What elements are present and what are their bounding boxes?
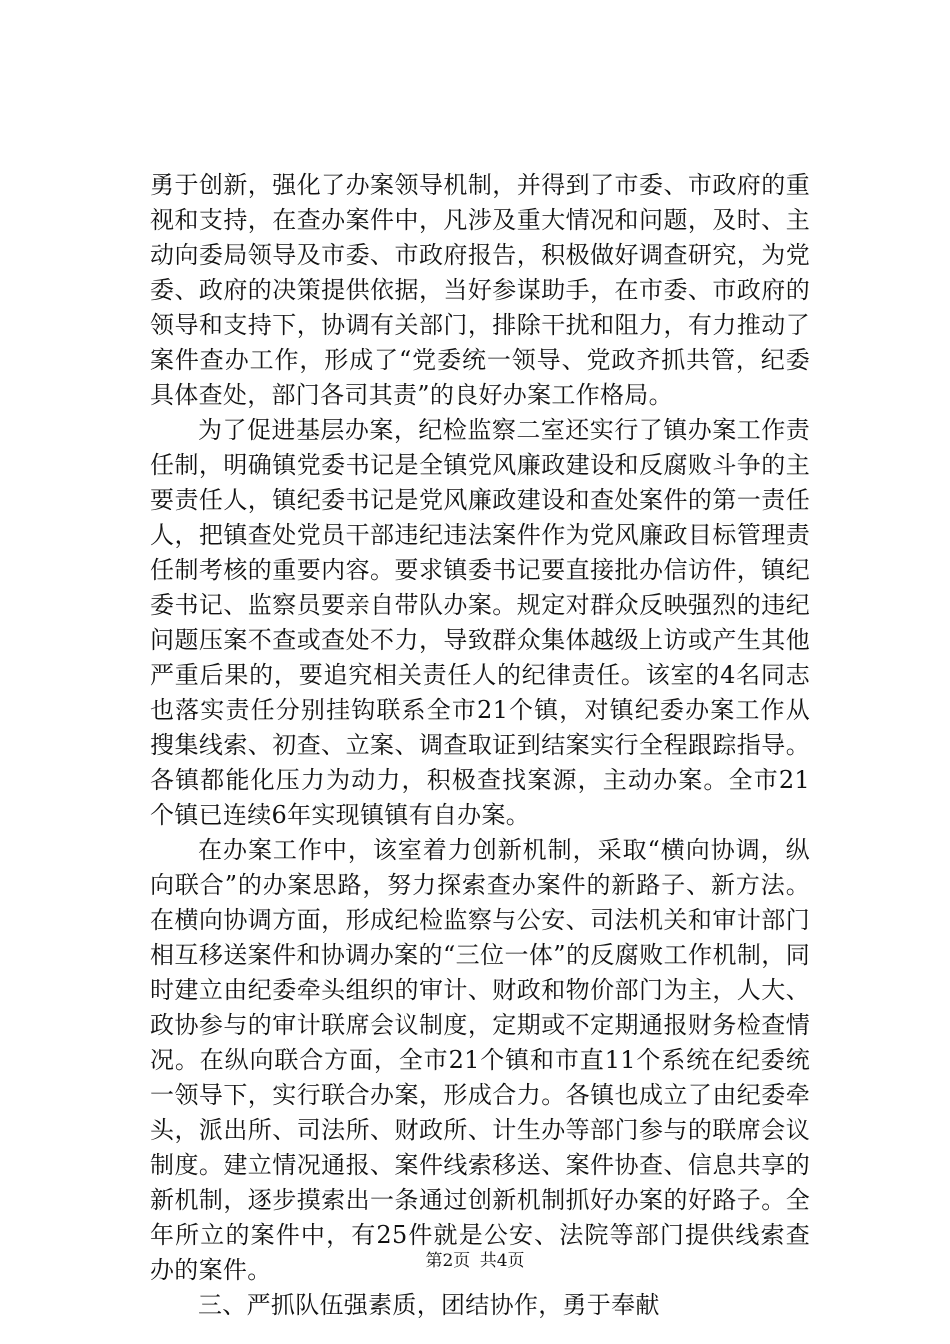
page-number-current: 第2页 [425,1251,471,1271]
page-footer [0,1250,950,1272]
paragraph-3: 在办案工作中，该室着力创新机制，采取“横向协调，纵向联合”的办案思路，努力探索查办案件的新路子、新方法。在横向协调方面，形成纪检监察与公安、司法机关和审计部门相互移送案件和协调办案的“三位一体”的反腐败工作机制，同时建立由纪委牵头组织的审计、财政和物价部门为主，人大、政协参与的审计联席会议制度，定期或不定期通报财务检查情况。在纵向联合方面，全市21个镇和市直11个系统在纪委统一领导下，实行联合办案，形成合力。各镇也成立了由纪委牵头，派出所、司法所、财政所、计生办等部门参与的联席会议制度。建立情况通报、案件线索移送、案件协查、信息共享的新机制，逐步摸索出一条通过创新机制抓好办案的好路子。全年所立的案件中，有25件就是公安、法院等部门提供线索查办的案件。 [150,836,810,1284]
section-heading: 三、严抓队伍强素质，团结协作，勇于奉献 [198,1291,660,1319]
document-body [150,168,810,1323]
paragraph-2: 为了促进基层办案，纪检监察二室还实行了镇办案工作责任制，明确镇党委书记是全镇党风廉政建设和反腐败斗争的主要责任人，镇纪委书记是党风廉政建设和查处案件的第一责任人，把镇查处党员干部违纪违法案件作为党风廉政目标管理责任制考核的重要内容。要求镇委书记要直接批办信访件，镇纪委书记、监察员要亲自带队办案。规定对群众反映强烈的违纪问题压案不查或查处不力，导致群众集体越级上访或产生其他严重后果的，要追究相关责任人的纪律责任。该室的4名同志也落实责任分别挂钩联系全市21个镇，对镇纪委办案工作从搜集线索、初查、立案、调查取证到结案实行全程跟踪指导。各镇都能化压力为动力，积极查找案源，主动办案。全市21个镇已连续6年实现镇镇有自办案。 [150,416,810,829]
paragraph-1: 勇于创新，强化了办案领导机制，并得到了市委、市政府的重视和支持，在查办案件中，凡涉及重大情况和问题，及时、主动向委局领导及市委、市政府报告，积极做好调查研究，为党委、政府的决策提供依据，当好参谋助手，在市委、市政府的领导和支持下，协调有关部门，排除干扰和阻力，有力推动了案件查办工作，形成了“党委统一领导、党政齐抓共管，纪委具体查处，部门各司其责”的良好办案工作格局。 [150,171,810,409]
page-number-total: 共4页 [479,1251,525,1271]
